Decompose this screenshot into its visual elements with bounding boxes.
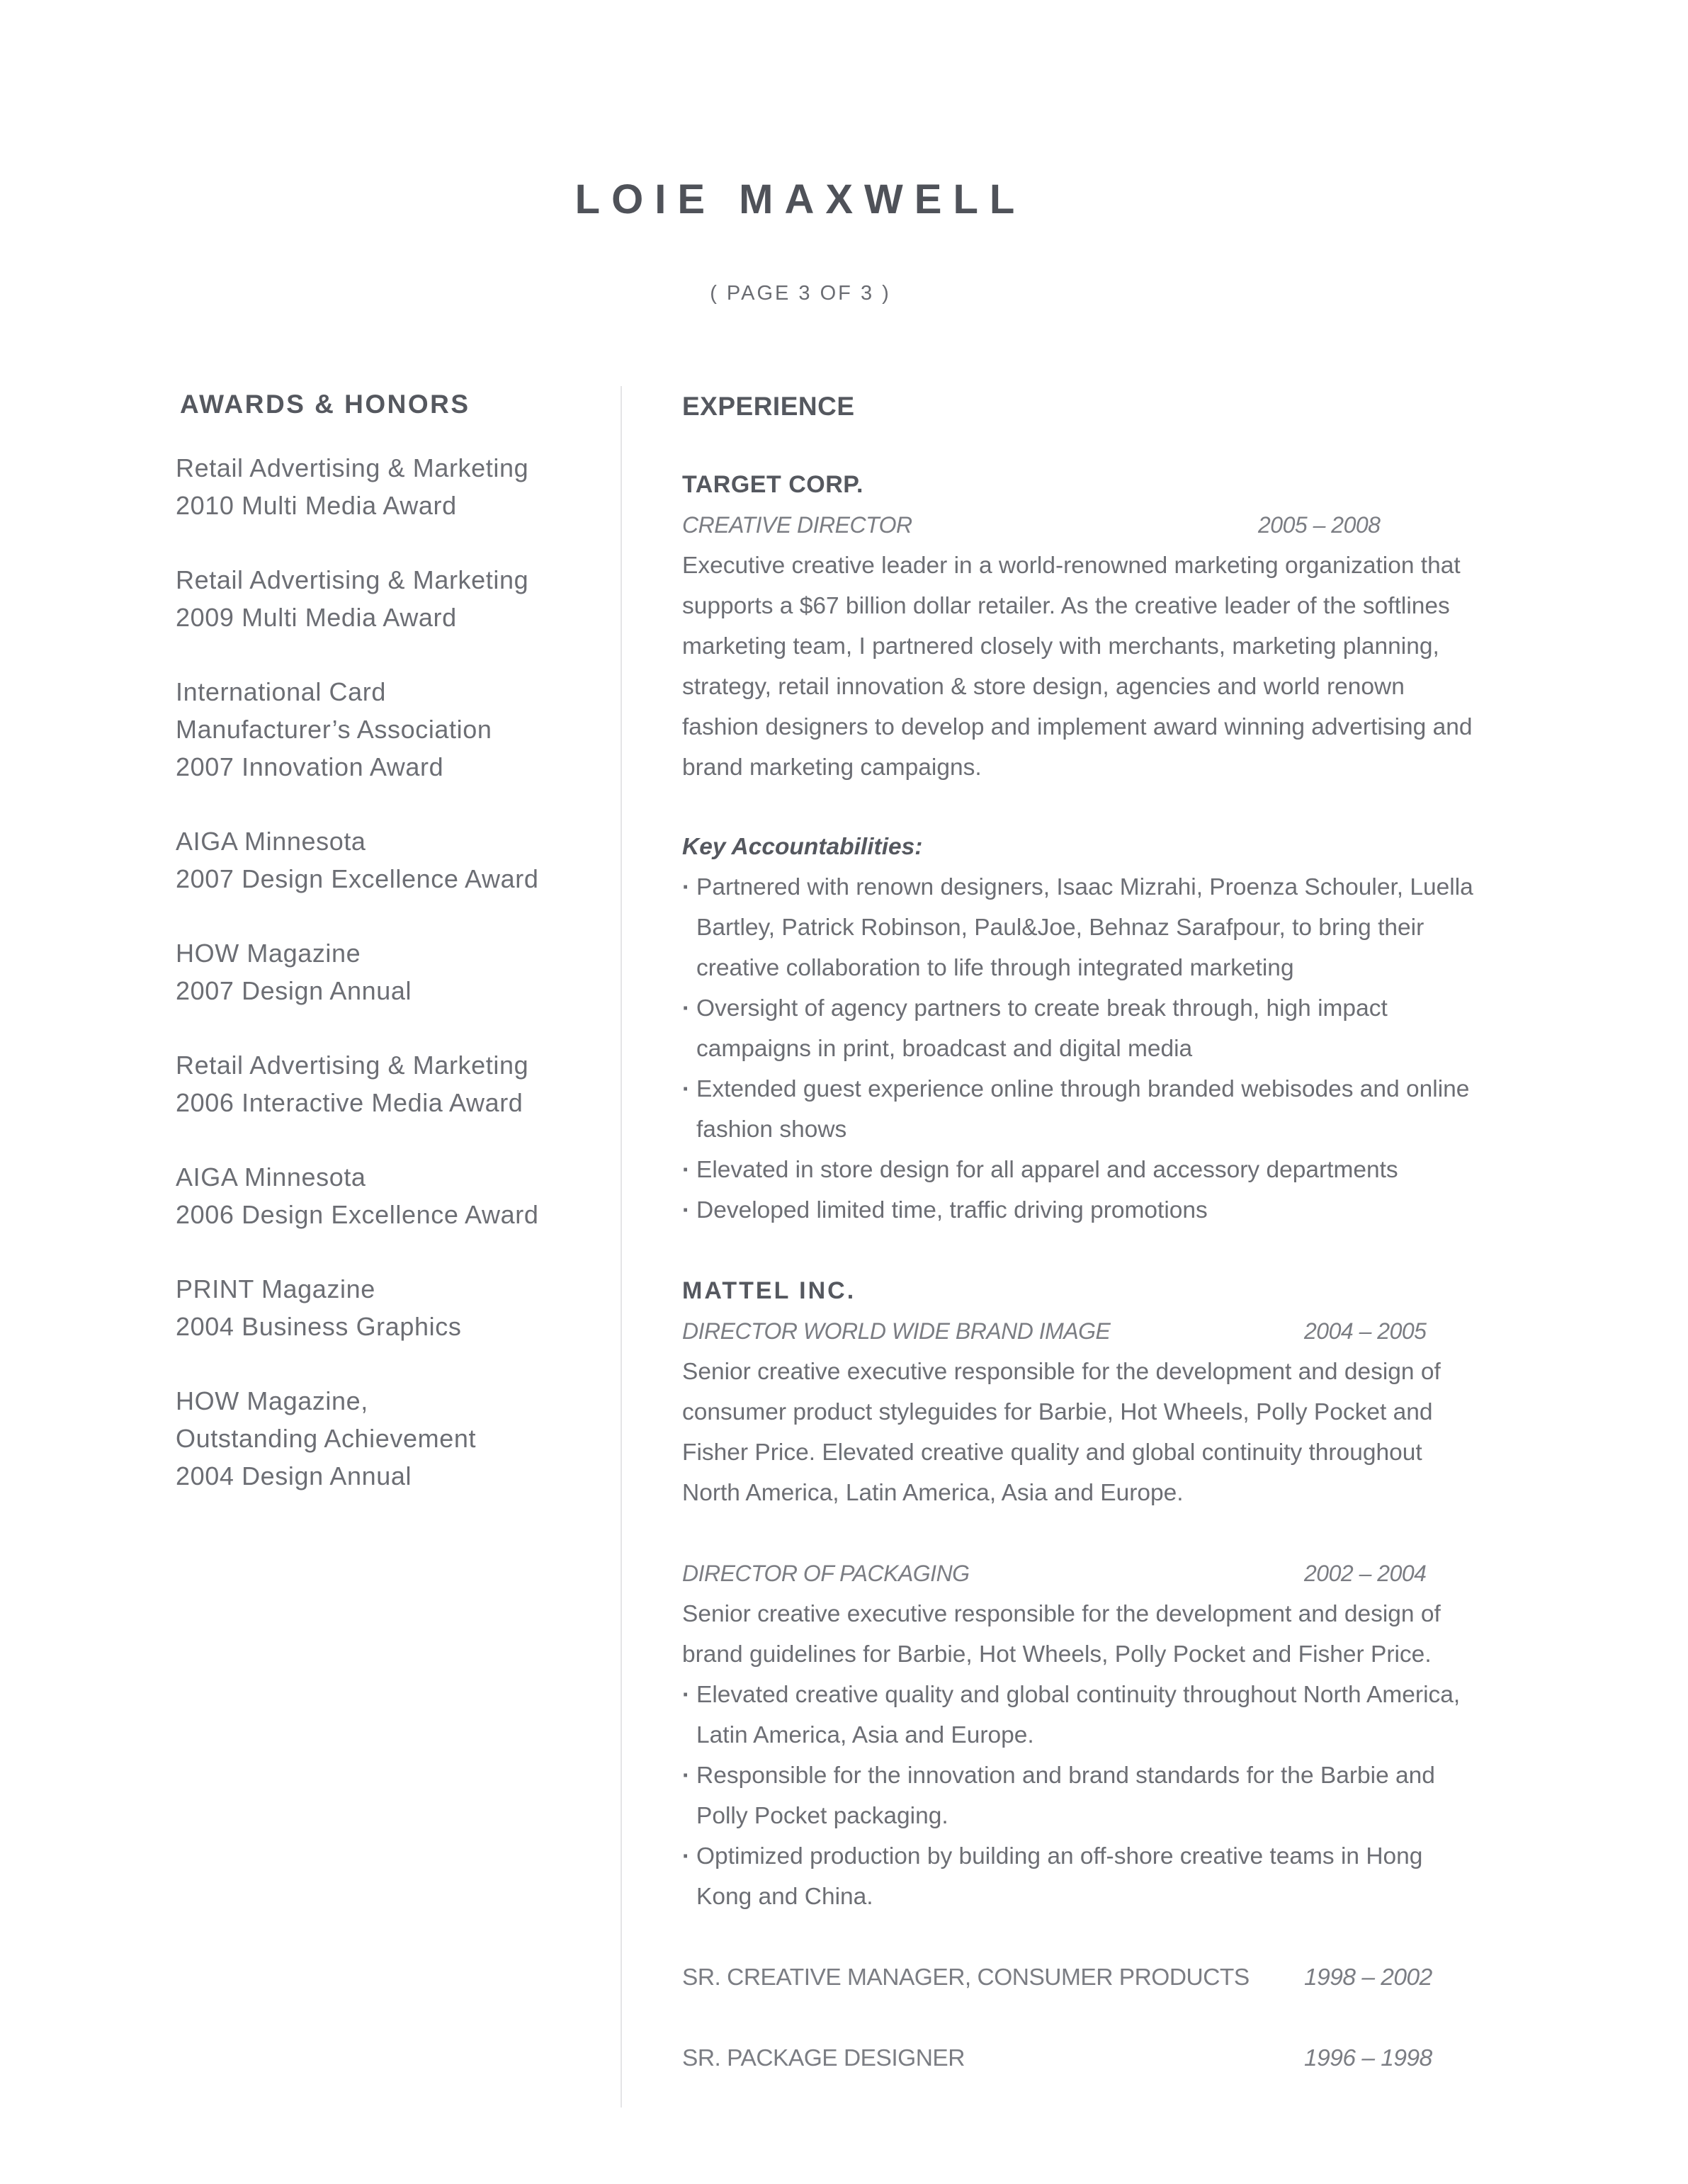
award-item: [176, 1046, 601, 1121]
award-line: 2006 Design Excellence Award: [176, 1200, 539, 1229]
award-line: 2006 Interactive Media Award: [176, 1088, 523, 1117]
award-line: PRINT Magazine: [176, 1274, 375, 1303]
list-item: · Extended guest experience online through branded webisodes and online fashion shows: [682, 1069, 1475, 1150]
award-item: [176, 561, 601, 636]
job-description: Senior creative executive responsible for the development and design of consumer product styleguides for Barbie, Hot Wheels, Polly Pocket and Fisher Price. Elevated creative quality and global continuity throughout North America, Latin America, Asia and Europe.: [682, 1359, 1441, 1506]
column-divider: [621, 386, 622, 2107]
award-line: 2007 Design Annual: [176, 976, 412, 1005]
award-item: [176, 1382, 601, 1495]
award-line: 2009 Multi Media Award: [176, 603, 457, 632]
awards-section: [176, 390, 601, 1532]
award-line: AIGA Minnesota: [176, 827, 366, 856]
award-item: [176, 934, 601, 1009]
list-item: · Elevated in store design for all apparel and accessory departments: [682, 1150, 1475, 1190]
list-item: · Optimized production by building an off-shore creative teams in Hong Kong and China.: [682, 1836, 1475, 1917]
award-line: HOW Magazine: [176, 939, 361, 968]
job-dates: 2002 – 2004: [1304, 1561, 1427, 1586]
award-line: Outstanding Achievement: [176, 1424, 477, 1453]
job-dates: 2005 – 2008: [1258, 512, 1381, 538]
job-dates: 2004 – 2005: [1304, 1318, 1427, 1344]
award-line: 2004 Business Graphics: [176, 1312, 462, 1341]
job-role-line: [682, 2038, 1475, 2078]
resume-name: LOIE MAXWELL: [574, 176, 1026, 222]
job-role-line: [682, 505, 1475, 545]
award-item: [176, 822, 601, 898]
job-role-line: [682, 1311, 1475, 1352]
job-description: Executive creative leader in a world-renowned marketing organization that supports a $67 billion dollar retailer. As the creative leader of the softlines marketing team, I partnered closely with merchants, marketing planning, strategy, retail innovation & store design, agencies and world renown fashion designers to develop and implement award winning advertising and brand marketing campaigns.: [682, 553, 1473, 781]
list-item: · Elevated creative quality and global continuity throughout North America, Latin America, Asia and Europe.: [682, 1675, 1475, 1755]
job-mattel: [682, 1271, 1475, 2078]
award-line: Retail Advertising & Marketing: [176, 1051, 529, 1080]
job-description: Senior creative executive responsible for the development and design of brand guidelines for Barbie, Hot Wheels, Polly Pocket and Fisher Price.: [682, 1601, 1441, 1668]
award-line: AIGA Minnesota: [176, 1162, 366, 1192]
list-item: · Developed limited time, traffic driving promotions: [682, 1190, 1475, 1230]
award-line: 2010 Multi Media Award: [176, 491, 457, 520]
company-name: TARGET CORP.: [682, 471, 863, 498]
award-line: 2007 Design Excellence Award: [176, 864, 539, 893]
experience-section: [682, 386, 1475, 2078]
job-title: SR. PACKAGE DESIGNER: [682, 2045, 965, 2071]
list-item: · Oversight of agency partners to create break through, high impact campaigns in print, broadcast and digital media: [682, 988, 1475, 1069]
job-role-line: [682, 1554, 1475, 1594]
accountabilities-list: [682, 867, 1475, 1230]
award-line: International Card: [176, 677, 386, 706]
job-title: DIRECTOR OF PACKAGING: [682, 1561, 970, 1586]
awards-heading: AWARDS & HONORS: [180, 390, 470, 419]
responsibilities-list: [682, 1675, 1475, 1917]
award-line: HOW Magazine,: [176, 1386, 368, 1415]
list-item: · Partnered with renown designers, Isaac Mizrahi, Proenza Schouler, Luella Bartley, Patrick Robinson, Paul&Joe, Behnaz Sarafpour, to bring their creative collaboration to life through integrated marketing: [682, 867, 1475, 988]
award-line: Retail Advertising & Marketing: [176, 453, 529, 482]
award-line: 2004 Design Annual: [176, 1461, 412, 1490]
job-target: [682, 465, 1475, 1230]
award-item: [176, 1270, 601, 1345]
job-role-line: [682, 1957, 1475, 1998]
award-line: Retail Advertising & Marketing: [176, 565, 529, 594]
company-name: MATTEL INC.: [682, 1277, 856, 1304]
award-item: [176, 449, 601, 524]
award-line: 2007 Innovation Award: [176, 752, 444, 781]
page-indicator: ( PAGE 3 OF 3 ): [710, 282, 891, 305]
award-line: Manufacturer’s Association: [176, 715, 492, 744]
job-title: SR. CREATIVE MANAGER, CONSUMER PRODUCTS: [682, 1964, 1250, 1991]
list-item: · Responsible for the innovation and brand standards for the Barbie and Polly Pocket packaging.: [682, 1755, 1475, 1836]
job-title: CREATIVE DIRECTOR: [682, 512, 912, 538]
award-item: [176, 673, 601, 786]
job-dates: 1998 – 2002: [1304, 1964, 1432, 1991]
award-item: [176, 1158, 601, 1233]
key-accountabilities-title: Key Accountabilities:: [682, 834, 923, 860]
job-title: DIRECTOR WORLD WIDE BRAND IMAGE: [682, 1318, 1111, 1344]
job-dates: 1996 – 1998: [1304, 2045, 1432, 2071]
experience-heading: EXPERIENCE: [682, 392, 855, 421]
